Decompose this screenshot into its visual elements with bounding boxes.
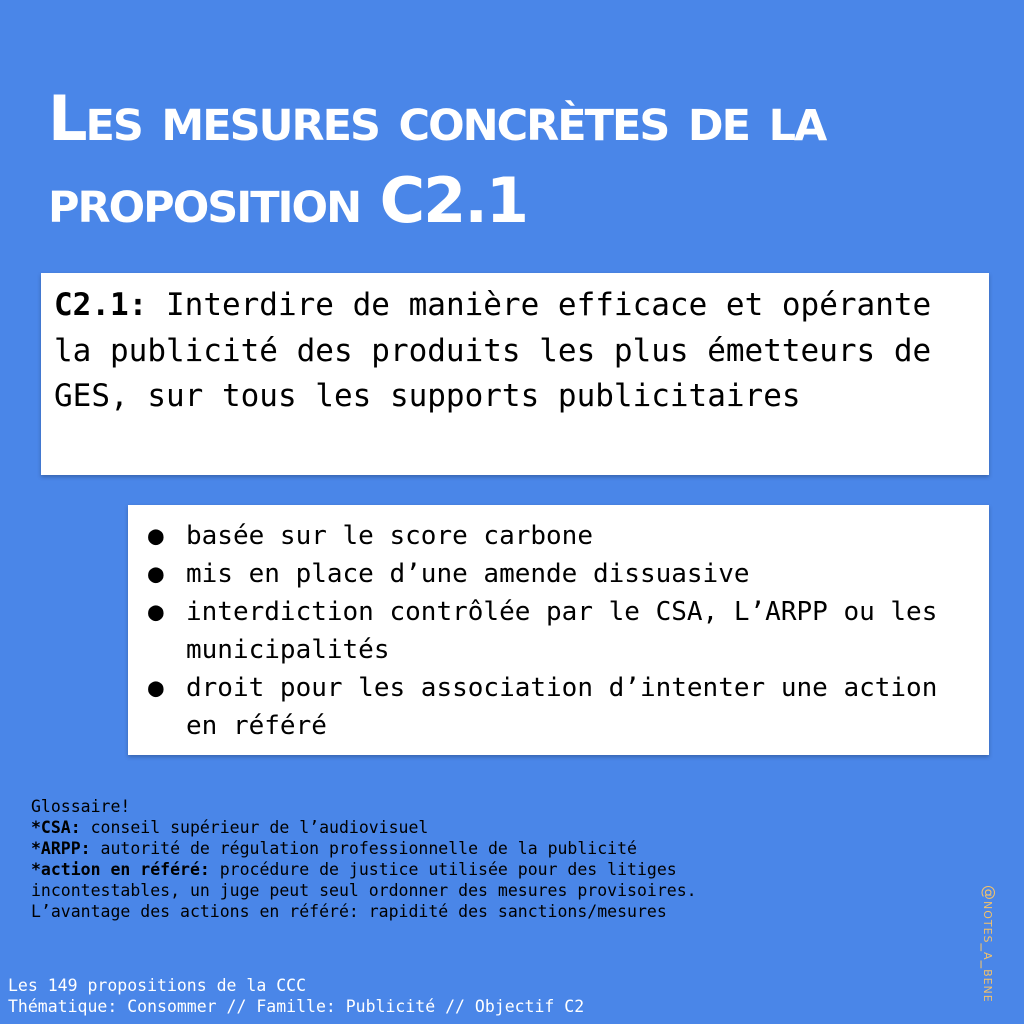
glossary-term: *action en référé:	[31, 860, 210, 879]
measure-text: basée sur le score carbone	[186, 521, 593, 551]
glossary-entry	[31, 859, 791, 901]
glossary-definition: procédure de justice utilisée pour des litiges incontestables, un juge peut seul ordonner des mesures provisoires.	[31, 860, 697, 900]
glossary-note: L’avantage des actions en référé: rapidité des sanctions/mesures	[31, 902, 667, 921]
bullet-icon: ●	[148, 559, 164, 589]
list-item	[148, 517, 968, 555]
glossary-definition: autorité de régulation professionnelle de la publicité	[90, 839, 637, 858]
bullet-icon: ●	[148, 521, 164, 551]
list-item	[148, 555, 968, 593]
glossary-term: *ARPP:	[31, 839, 91, 858]
footer	[8, 975, 708, 1017]
measure-text: interdiction contrôlée par le CSA, L’ARPP ou les municipalités	[186, 597, 938, 665]
bullet-icon: ●	[148, 597, 164, 627]
measures-card	[128, 505, 989, 755]
glossary-entry	[31, 838, 791, 859]
list-item	[148, 669, 968, 745]
footer-line-1: Les 149 propositions de la CCC	[8, 976, 307, 995]
glossary-heading: Glossaire!	[31, 797, 131, 816]
bullet-icon: ●	[148, 673, 164, 703]
footer-line-2: Thématique: Consommer // Famille: Publicité // Objectif C2	[8, 997, 585, 1016]
watermark: @notes_a_bene	[980, 885, 998, 1003]
list-item	[148, 593, 968, 669]
glossary	[31, 796, 791, 922]
proposal-code: C2.1:	[54, 287, 148, 323]
glossary-entry	[31, 817, 791, 838]
glossary-definition: conseil supérieur de l’audiovisuel	[80, 818, 429, 837]
glossary-term: *CSA:	[31, 818, 81, 837]
proposal-card	[41, 273, 989, 475]
proposal-description: Interdire de manière efficace et opérante la publicité des produits les plus émetteurs de GES, sur tous les supports publicitaires	[54, 287, 932, 414]
page-title: Les mesures concrètes de la proposition C2.1	[48, 82, 826, 237]
measure-text: mis en place d’une amende dissuasive	[186, 559, 750, 589]
measures-list	[148, 517, 968, 745]
proposal-text	[54, 283, 974, 420]
measure-text: droit pour les association d’intenter une action en référé	[186, 673, 938, 741]
